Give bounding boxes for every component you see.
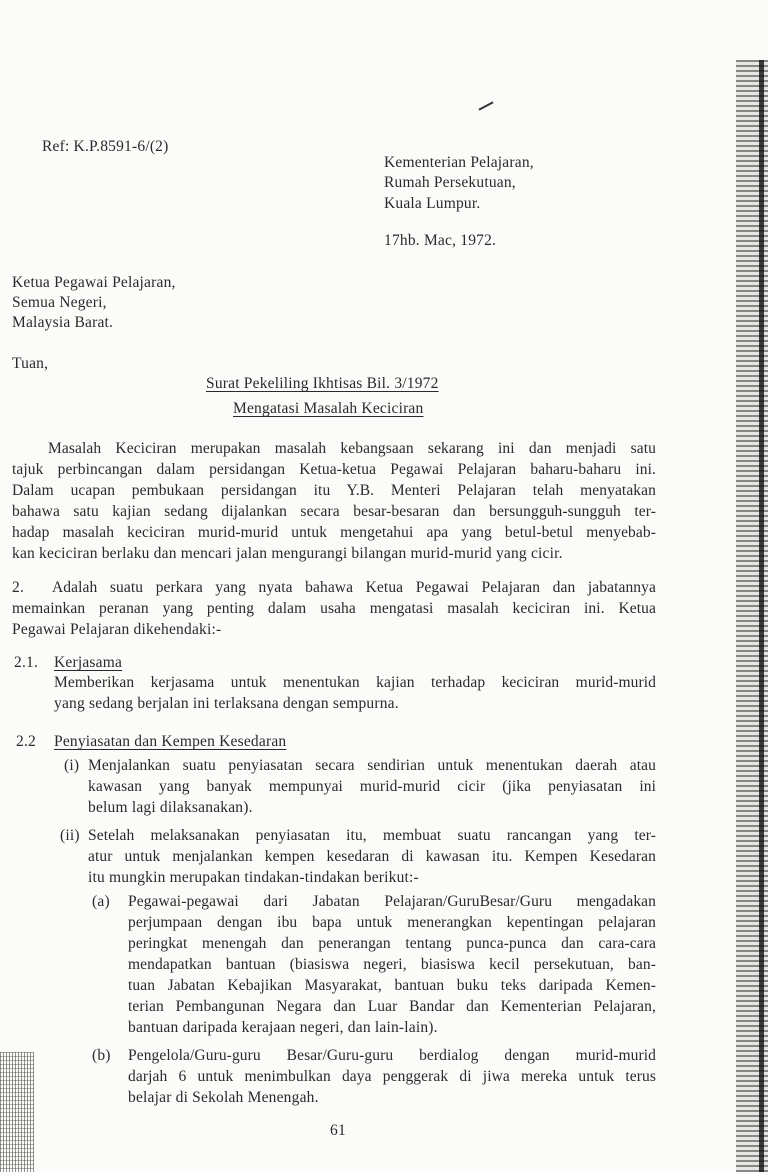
salutation: Tuan, [12,355,49,372]
item-a-line: tuan Jabatan Kebajikan Masyarakat, bantuan buku teks daripada Kemen- [128,977,656,994]
item-b-line: darjah 6 untuk menimbulkan daya penggerak di jiwa mereka untuk terus [128,1068,656,1085]
section-2-2-heading: Penyiasatan dan Kempen Kesedaran [54,733,287,750]
item-ii-line: Setelah melaksanakan penyiasatan itu, membuat suatu rancangan yang ter- [88,827,656,844]
item-a-line: terian Pembangunan Negara dan Luar Bandar dan Kementerian Pelajaran, [128,998,656,1015]
para2-line: memainkan peranan yang penting dalam usaha mengatasi masalah keciciran ini. Ketua [12,600,656,617]
section-2-1-line: Memberikan kerjasama untuk menentukan kajian terhadap keciciran murid-murid [54,674,656,691]
section-2-1-line: yang sedang berjalan ini terlaksana dengan sempurna. [54,695,399,712]
item-a-line: perjumpaan dengan ibu bapa untuk menerangkan kepentingan pelajaran [128,914,656,931]
item-a-line: Pegawai-pegawai dari Jabatan Pelajaran/GuruBesar/Guru mengadakan [128,893,656,910]
para1-line: bahawa satu kajian sedang dijalankan secara besar-besaran dan bersungguh-sungguh ter- [12,503,656,520]
sender-line-2: Rumah Persekutuan, [384,174,516,191]
sender-line-3: Kuala Lumpur. [384,195,481,212]
section-2-2-number: 2.2 [16,733,36,750]
para1-line: hadap masalah keciciran murid-murid untuk mengetahui apa yang betul-betul menyebab- [12,524,656,541]
circular-title: Surat Pekeliling Ikhtisas Bil. 3/1972 [206,375,439,392]
recipient-line-2: Semua Negeri, [12,294,107,311]
item-ii-line: atur untuk menjalankan kempen kesedaran di kawasan itu. Kempen Kesedaran [88,848,656,865]
circular-subject: Mengatasi Masalah Keciciran [233,400,424,417]
recipient-line-3: Malaysia Barat. [12,314,114,331]
para2-line: Adalah suatu perkara yang nyata bahawa Ketua Pegawai Pelajaran dan jabatannya [52,579,656,596]
page-number: 61 [330,1122,346,1139]
item-b-label: (b) [92,1047,111,1064]
recipient-line-1: Ketua Pegawai Pelajaran, [12,274,176,291]
para1-line: tajuk perbincangan dalam persidangan Ketua-ketua Pegawai Pelajaran baharu-baharu ini. [12,461,656,478]
item-i-line: belum lagi dilaksanakan). [88,799,253,816]
para2-line: Pegawai Pelajaran dikehendaki:- [12,621,222,638]
item-a-line: peringkat menengah dan penerangan tentang punca-punca dan cara-cara [128,935,656,952]
scan-edge-line [759,60,764,1172]
item-a-line: mendapatkan bantuan (biasiswa negeri, biasiswa kecil persekutuan, ban- [128,956,656,973]
item-i-line: kawasan yang banyak mempunyai murid-murid cicir (jika penyiasatan ini [88,778,656,795]
para1-line: Dalam ucapan pembukaan persidangan itu Y.B. Menteri Pelajaran telah menyatakan [12,482,656,499]
item-ii-line: itu mungkin merupakan tindakan-tindakan berikut:- [88,869,419,886]
item-a-line: bantuan daripada kerajaan negeri, dan lain-lain). [128,1019,438,1036]
scan-corner-artifact [0,1052,34,1172]
para1-line: kan keciciran berlaku dan mencari jalan mengurangi bilangan murid-murid yang cicir. [12,545,563,562]
pen-mark [478,101,493,110]
section-2-1-number: 2.1. [14,654,39,671]
item-ii-label: (ii) [60,827,80,844]
reference-number: Ref: K.P.8591-6/(2) [42,138,169,155]
item-b-line: belajar di Sekolah Menengah. [128,1089,319,1106]
item-a-label: (a) [92,893,110,910]
para2-number: 2. [12,579,25,596]
section-2-1-heading: Kerjasama [54,654,123,671]
para1-line: Masalah Keciciran merupakan masalah kebangsaan sekarang ini dan menjadi satu [48,440,656,457]
item-i-label: (i) [64,757,80,774]
letter-date: 17hb. Mac, 1972. [384,232,497,249]
sender-line-1: Kementerian Pelajaran, [384,154,534,171]
item-i-line: Menjalankan suatu penyiasatan secara sendirian untuk menentukan daerah atau [88,757,656,774]
item-b-line: Pengelola/Guru-guru Besar/Guru-guru berdialog dengan murid-murid [128,1047,656,1064]
